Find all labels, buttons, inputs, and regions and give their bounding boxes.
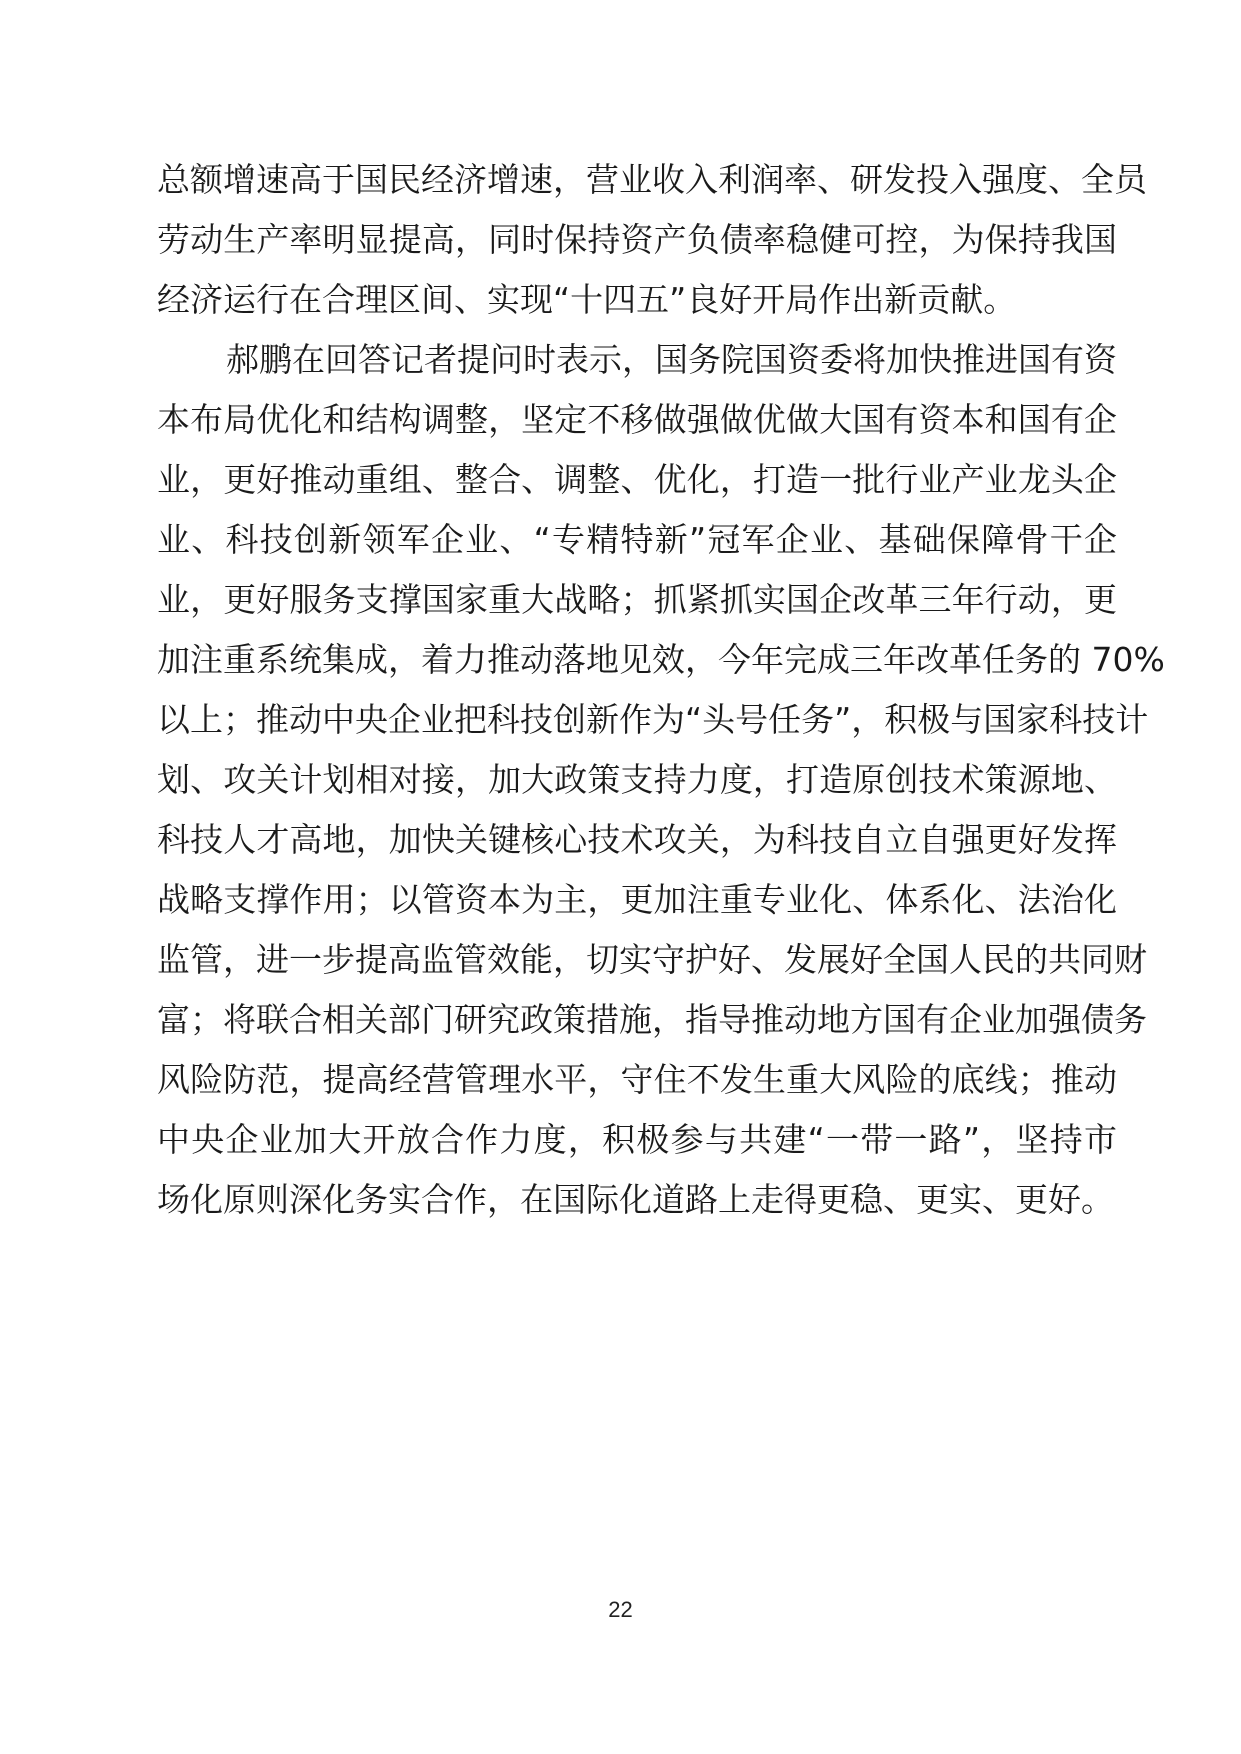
paragraph-2-line-8: 划、攻关计划相对接，加大政策支持力度，打造原创技术策源地、	[157, 760, 1117, 799]
paragraph-2-line-14: 中央企业加大开放合作力度，积极参与共建“一带一路”，坚持市	[157, 1120, 1117, 1159]
paragraph-2-line-10: 战略支撑作用；以管资本为主，更加注重专业化、体系化、法治化	[157, 880, 1117, 919]
page-number: 22	[608, 1597, 633, 1622]
paragraph-2-line-4: 业、科技创新领军企业、“专精特新”冠军企业、基础保障骨干企	[157, 520, 1117, 559]
paragraph-2-line-11: 监管，进一步提高监管效能，切实守护好、发展好全国人民的共同财	[157, 940, 1147, 979]
paragraph-2-line-3: 业，更好推动重组、整合、调整、优化，打造一批行业产业龙头企	[157, 460, 1117, 499]
paragraph-2-line-1: 郝鹏在回答记者提问时表示，国务院国资委将加快推进国有资	[226, 340, 1117, 379]
paragraph-2-line-2: 本布局优化和结构调整，坚定不移做强做优做大国有资本和国有企	[157, 400, 1117, 439]
paragraph-2-line-13: 风险防范，提高经营管理水平，守住不发生重大风险的底线；推动	[157, 1060, 1117, 1099]
paragraph-1-line-2: 劳动生产率明显提高，同时保持资产负债率稳健可控，为保持我国	[157, 220, 1117, 259]
paragraph-2-line-9: 科技人才高地，加快关键核心技术攻关，为科技自立自强更好发挥	[157, 820, 1117, 859]
paragraph-2-line-15: 场化原则深化务实合作，在国际化道路上走得更稳、更实、更好。	[157, 1180, 1114, 1219]
paragraph-2-line-6: 加注重系统集成，着力推动落地见效，今年完成三年改革任务的 70%	[157, 640, 1165, 679]
paragraph-1-line-3: 经济运行在合理区间、实现“十四五”良好开局作出新贡献。	[157, 280, 1017, 319]
paragraph-2-line-5: 业，更好服务支撑国家重大战略；抓紧抓实国企改革三年行动，更	[157, 580, 1117, 619]
paragraph-1-line-1: 总额增速高于国民经济增速，营业收入利润率、研发投入强度、全员	[157, 160, 1147, 199]
paragraph-2-line-7: 以上；推动中央企业把科技创新作为“头号任务”，积极与国家科技计	[157, 700, 1149, 739]
paragraph-2-line-12: 富；将联合相关部门研究政策措施，指导推动地方国有企业加强债务	[157, 1000, 1147, 1039]
